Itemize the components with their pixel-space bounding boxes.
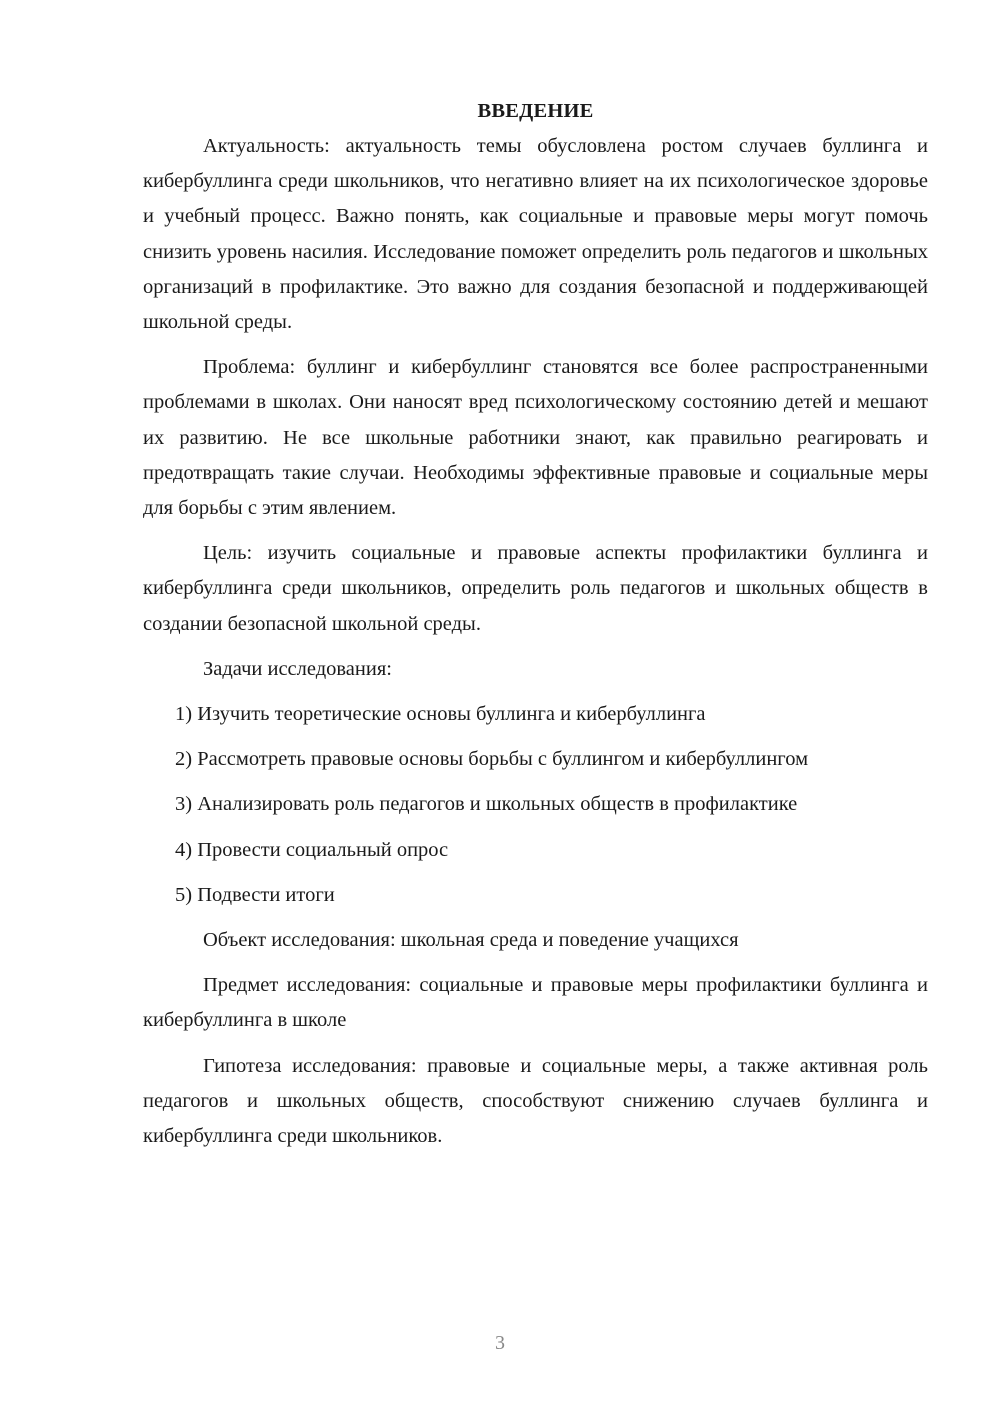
page-number: 3: [495, 1332, 505, 1354]
task-item-1: 1) Изучить теоретические основы буллинга и кибербуллинга: [175, 703, 706, 726]
task-item-3: 3) Анализировать роль педагогов и школьных обществ в профилактике: [175, 793, 798, 816]
object-paragraph: Объект исследования: школьная среда и поведение учащихся: [203, 929, 739, 952]
task-item-5: 5) Подвести итоги: [175, 883, 335, 906]
hypothesis-paragraph: Гипотеза исследования: правовые и социальные меры, а также активная роль педагогов и школьных обществ, способствуют снижению случаев буллинга и кибербуллинга среди школьников.: [143, 1054, 928, 1148]
task-item-2: 2) Рассмотреть правовые основы борьбы с буллингом и кибербуллингом: [175, 748, 809, 771]
tasks-heading: Задачи исследования:: [203, 657, 392, 680]
page-title: ВВЕДЕНИЕ: [477, 100, 594, 122]
task-item-4: 4) Провести социальный опрос: [175, 838, 449, 861]
problem-paragraph: Проблема: буллинг и кибербуллинг становятся все более распространенными проблемами в школах. Они наносят вред психологическому состоянию детей и мешают их развитию. Не все школьные работники знают, как правильно реагировать и предотвращать такие случаи. Необходимы эффективные правовые и социальные меры для борьбы с этим явлением.: [143, 356, 928, 520]
document-page: [143, 94, 928, 1164]
goal-paragraph: Цель: изучить социальные и правовые аспекты профилактики буллинга и кибербуллинга среди школьников, определить роль педагогов и школьных обществ в создании безопасной школьной среды.: [143, 542, 928, 635]
relevance-paragraph: Актуальность: актуальность темы обусловлена ростом случаев буллинга и кибербуллинга среди школьников, что негативно влияет на их психологическое здоровье и учебный процесс. Важно понять, как социальные и правовые меры могут помочь снизить уровень насилия. Исследование поможет определить роль педагогов и школьных организаций в профилактике. Это важно для создания безопасной и поддерживающей школьной среды.: [143, 135, 928, 334]
subject-paragraph: Предмет исследования: социальные и правовые меры профилактики буллинга и кибербуллинга в школе: [143, 974, 928, 1032]
